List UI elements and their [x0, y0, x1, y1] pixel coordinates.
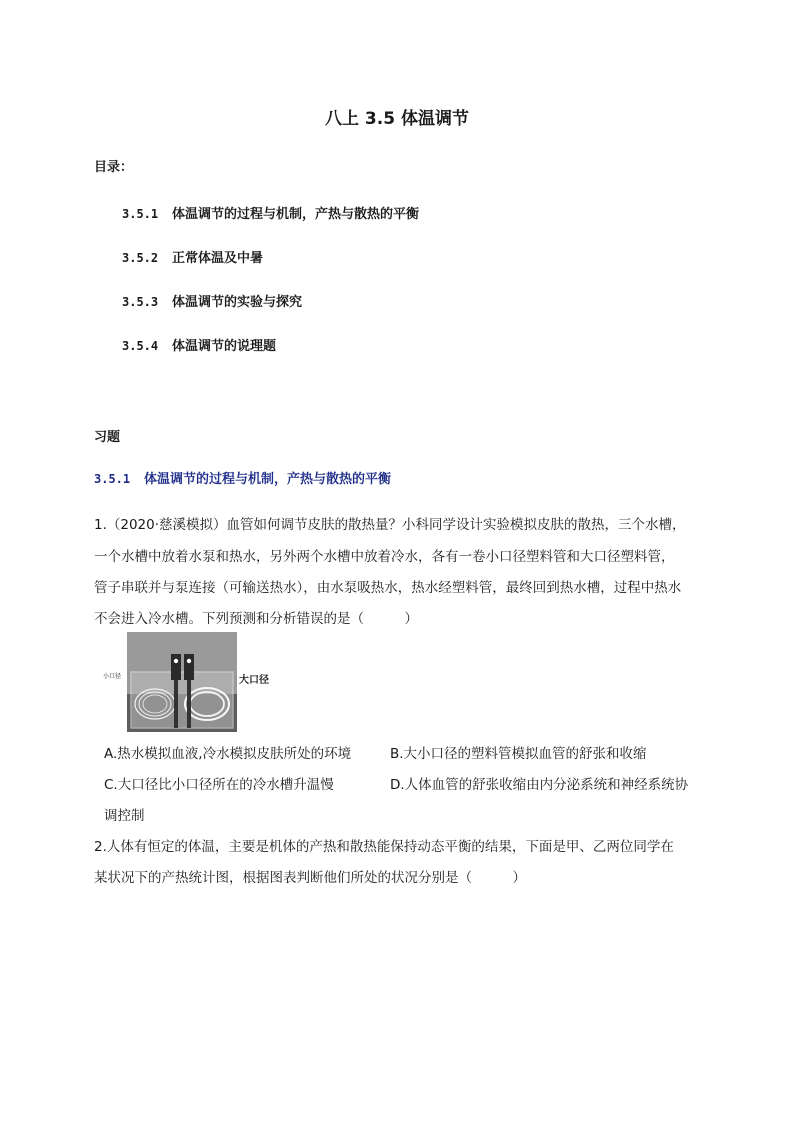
toc-label: 目录： [94, 160, 134, 175]
q1-line-2: 一个水槽中放着水泵和热水，另外两个水槽中放着冷水，各有一卷小口径塑料管和大口径塑料管， [94, 549, 675, 565]
exercises-heading: 习题 [94, 430, 121, 445]
page-title: 八上 3.5 体温调节 [325, 109, 469, 129]
toc-item-text: 体温调节的说理题 [172, 339, 277, 354]
toc-item-text: 体温调节的实验与探究 [172, 295, 303, 310]
option-a[interactable]: A.热水模拟血液,冷水模拟皮肤所处的环境 [104, 746, 352, 762]
toc-item-number: 3.5.2 [122, 251, 159, 265]
toc-item-2[interactable] [122, 247, 263, 266]
toc-item-text: 体温调节的过程与机制，产热与散热的平衡 [172, 207, 420, 222]
q2-line-2: 某状况下的产热统计图，根据图表判断他们所处的状况分别是（ ） [94, 870, 526, 886]
section-title: 体温调节的过程与机制，产热与散热的平衡 [144, 472, 392, 487]
small-diameter-label: 小口径 [103, 673, 122, 680]
toc-item-text: 正常体温及中暑 [172, 251, 264, 266]
experiment-illustration [127, 632, 237, 732]
q1-line-1: 1.（2020·慈溪模拟）血管如何调节皮肤的散热量？小科同学设计实验模拟皮肤的散热，三个水槽， [94, 517, 686, 533]
toc-item-4[interactable] [122, 335, 276, 354]
large-diameter-label: 大口径 [239, 675, 269, 686]
section-number: 3.5.1 [94, 472, 131, 486]
toc-item-number: 3.5.3 [122, 295, 159, 309]
q1-line-3: 管子串联并与泵连接（可输送热水），由水泵吸热水，热水经塑料管，最终回到热水槽，过程中热水 [94, 580, 682, 596]
toc-item-1[interactable] [122, 203, 419, 222]
option-c[interactable]: C.大口径比小口径所在的冷水槽升温慢 [104, 777, 334, 793]
option-d-continued: 调控制 [104, 808, 145, 824]
toc-item-3[interactable] [122, 291, 302, 310]
option-b[interactable]: B.大小口径的塑料管模拟血管的舒张和收缩 [390, 746, 647, 762]
toc-item-number: 3.5.4 [122, 339, 159, 353]
experiment-photo [127, 632, 237, 732]
q1-line-4: 不会进入冷水槽。下列预测和分析错误的是（ ） [94, 611, 418, 627]
toc-item-number: 3.5.1 [122, 207, 159, 221]
section-heading [94, 468, 391, 487]
q2-line-1: 2.人体有恒定的体温，主要是机体的产热和散热能保持动态平衡的结果，下面是甲、乙两位同学在 [94, 839, 674, 855]
option-d[interactable]: D.人体血管的舒张收缩由内分泌系统和神经系统协 [390, 777, 689, 793]
